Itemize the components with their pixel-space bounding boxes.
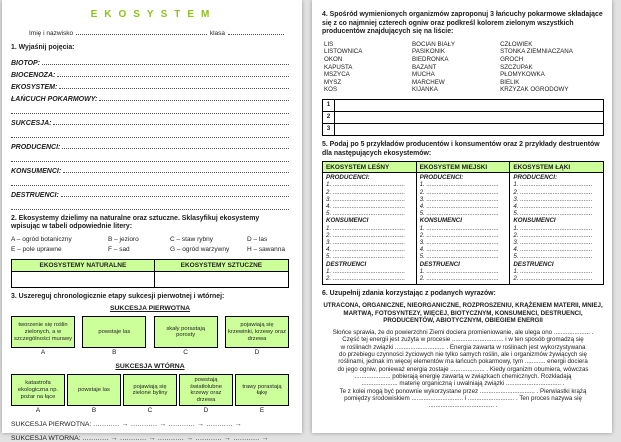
organism-item: MYSZ (324, 78, 342, 86)
question-1-heading: 1. Wyjaśnij pojęcia: (11, 44, 75, 51)
answer-blank-line (11, 200, 289, 210)
answer-blank-line (11, 128, 289, 138)
organism-item: SZCZUPAK (500, 63, 533, 71)
cloze-line: do przebiegu czynności życiowych nie tylko samych roślin, ale i organizmów żywiących się (339, 351, 587, 359)
organism-item: KRZYŻAK OGRODOWY (500, 86, 569, 94)
organism-item: STONKA ZIEMNIACZANA (500, 48, 573, 56)
primary-succession-answer-line (11, 421, 289, 428)
term-label: BIOTOP: (11, 59, 41, 67)
question-2-heading: 2. Ekosystemy dzielimy na naturalne oraz sztuczne. Sklasyfikuj ekosystemy wpisując w tabeli odpowiednie litery: (11, 214, 260, 231)
stage-letter: C (183, 349, 188, 357)
eco-answer-line: 2. .......................................... (513, 274, 593, 282)
stage-box: tworzenie się roślin zielonych, a w szczególności murawy (11, 316, 75, 348)
succession-stage (11, 316, 75, 356)
stage-letter: A (35, 407, 41, 415)
stage-box: powstają światłolubne krzewy oraz drzewa (179, 374, 233, 406)
eco-answer-line: PRODUCENCI: (513, 174, 558, 182)
organism-item: MSZYCA (324, 71, 350, 79)
term-sukcesja (11, 116, 289, 128)
stage-letter: A (40, 349, 46, 357)
name-label: Imię i nazwisko (29, 30, 74, 37)
primary-succession-stages (11, 316, 289, 356)
eco-answer-line: 4. .......................................... (419, 246, 499, 254)
page-right (312, 0, 612, 433)
forest-ecosystem-column (323, 162, 417, 284)
meadow-ecosystem-column (510, 162, 603, 284)
answer-blank-line (11, 152, 289, 162)
organism-item: PASIKONIK (412, 48, 445, 56)
answer-blank (61, 188, 289, 197)
chain-answer-blank (335, 123, 604, 136)
term-konsumenci (11, 164, 289, 176)
class-label: klasa (209, 30, 225, 37)
organism-item: LISTOWNICA (324, 48, 363, 56)
eco-answer-line: 2. .......................................... (513, 188, 593, 196)
eco-answer-line: KONSUMENCI (326, 217, 369, 225)
cloze-line: Część tej energii jest zużyta w procesie .............................. i w ten sposób gromadzą się (342, 336, 584, 344)
term-label: PRODUCENCI: (11, 143, 61, 151)
eco-answer-line: 1. .......................................... (513, 267, 593, 275)
eco-answer-line: 3. .......................................... (419, 238, 499, 246)
stage-letter: D (254, 349, 260, 357)
eco-answer-line: 5. .......................................... (326, 253, 406, 261)
answer-blank (62, 140, 289, 149)
eco-answer-line: 2. .......................................... (326, 188, 406, 196)
eco-answer-line: 1. .......................................... (419, 267, 499, 275)
eco-answer-line: 2. .......................................... (326, 231, 406, 239)
eco-answer-line: 5. .......................................... (326, 210, 406, 218)
eco-answer-line: 4. .......................................... (419, 202, 499, 210)
term-label: BIOCENOZA: (11, 71, 56, 79)
organism-item: MARCHEW (412, 78, 445, 86)
organism-column-3 (500, 41, 604, 94)
eco-answer-line: KONSUMENCI (419, 217, 462, 225)
eco-answer-line: 4. .......................................... (513, 202, 593, 210)
organism-item: KOS (324, 86, 338, 94)
term-biocenoza (11, 68, 289, 80)
chain-number: 2 (322, 111, 335, 124)
column-header: EKOSYSTEM LEŚNY (323, 162, 416, 173)
succession-stage (67, 374, 121, 414)
ecosystem-option: B – jezioro (108, 235, 139, 243)
answer-blank (99, 92, 289, 101)
answer-sequence: ............ → ............ → ............ → ............ → (93, 421, 242, 429)
table-header-natural: EKOSYSTEMY NATURALNE (12, 259, 155, 271)
stage-letter: E (259, 407, 265, 415)
organism-column-2 (412, 41, 500, 94)
eco-answer-line: 1. .......................................... (419, 181, 499, 189)
answer-blank (57, 68, 289, 77)
eco-answer-line: 3. .......................................... (513, 195, 593, 203)
eco-answer-line: 4. .......................................... (326, 246, 406, 254)
eco-answer-line: 3. .......................................... (326, 238, 406, 246)
term-destruenci (11, 188, 289, 200)
eco-answer-line: 5. .......................................... (419, 253, 499, 261)
term-label: ŁAŃCUCH POKARMOWY: (11, 95, 98, 103)
eco-answer-line: PRODUCENCI: (419, 174, 464, 182)
succession-stage (82, 316, 146, 356)
term-label: DESTRUENCI: (11, 191, 59, 199)
eco-answer-line: 1. .......................................... (326, 267, 406, 275)
succession-stage (179, 374, 233, 414)
worksheet-title: EKOSYSTEM (90, 9, 217, 20)
organism-item: KIJANKA (412, 86, 438, 94)
stage-box: trawy porastają łąkę (235, 374, 289, 406)
cloze-line: do jego ogniw, ponieważ energia zostaje .................... . Kiedy organizm obumiera, wówczas (337, 365, 589, 373)
eco-answer-line: 2. .......................................... (326, 274, 406, 282)
eco-answer-line: 1. .......................................... (326, 181, 406, 189)
eco-answer-line: PRODUCENCI: (326, 174, 370, 182)
eco-answer-line: 1. .......................................... (326, 224, 406, 232)
stage-letter: D (203, 407, 209, 415)
name-class-line (11, 27, 289, 37)
chain-number: 3 (322, 123, 335, 136)
answer-blank (42, 56, 289, 65)
secondary-succession-title: SUKCESJA WTÓRNA (115, 363, 185, 371)
eco-answer-line: KONSUMENCI (513, 217, 556, 225)
stage-box: powstaje las (67, 374, 121, 406)
eco-answer-line: 2. .......................................... (513, 231, 593, 239)
column-header: EKOSYSTEM ŁĄKI (510, 162, 603, 173)
answer-sequence: ............ → ............ → ............ → ............ → ............ → (82, 435, 269, 442)
organism-item: BIELIK (500, 78, 520, 86)
stage-box: pojawiają się krzewinki, krzewy oraz drzewa (225, 316, 289, 348)
eco-answer-line: 2. .......................................... (419, 188, 499, 196)
eco-answer-line: 5. .......................................... (513, 253, 593, 261)
organism-item: LIS (324, 40, 334, 48)
succession-stage (235, 374, 289, 414)
organism-item: BAŻANT (412, 63, 437, 71)
stage-letter: B (91, 407, 97, 415)
organism-item: CZŁOWIEK (500, 40, 533, 48)
question-6-heading: 6. Uzupełnij zdania korzystając z podanych wyrazów: (322, 290, 496, 298)
food-chain-table (322, 99, 604, 136)
organism-item: BOCIAN BIAŁY (412, 40, 456, 48)
succession-stage (225, 316, 289, 356)
cloze-line: ...................................... . (428, 402, 498, 410)
term-label: KONSUMENCI: (11, 167, 62, 175)
cloze-line: ..................... materię organiczną i uwalniają związki ................................ . (361, 380, 565, 388)
food-chain-row (322, 123, 604, 136)
succession-stage (154, 316, 218, 356)
cloze-line: roślinami, jednak im więcej elementów ma łańcuch pokarmowy, tym ............ energii dociera (338, 358, 588, 366)
answer-blank-line (11, 176, 289, 186)
question-5-heading: 5. Podaj po 5 przykładów producentów i konsumentów oraz 2 przykłady destruentów dla następujących ekosystemów: (322, 140, 600, 157)
eco-answer-line: 4. .......................................... (326, 202, 406, 210)
ecosystem-options (11, 235, 289, 255)
eco-answer-line: DESTRUENCI (419, 260, 460, 268)
cloze-line: ..................... pobierają energię zawartą w związkach chemicznych. Rozkładają (354, 372, 572, 380)
stage-letter: B (112, 349, 117, 357)
question-3-heading: 3. Uszereguj chronologicznie etapy sukcesji pierwotnej i wtórnej: (11, 292, 225, 300)
term-biotop (11, 56, 289, 68)
eco-answer-line: 1. .......................................... (513, 224, 593, 232)
term-ekosystem (11, 80, 289, 92)
eco-answer-line: 3. .......................................... (513, 238, 593, 246)
answer-cell-artificial (154, 271, 288, 287)
eco-answer-line: DESTRUENCI (513, 260, 554, 268)
word-bank: UTRACONA, ORGANICZNE, NIEORGANICZNE, ROZPROSZENIU, KRĄŻENIEM MATERII, MNIEJ, MARTWĄ, FOTOSYNTEZY, WIĘCEJ, BIOTYCZNYM, KONSUMENCI, DESTRUENCI, PRODUCENTÓW, ABIOTYCZNYM, OBIEGIEM ENERGII (323, 301, 603, 325)
column-header: EKOSYSTEM MIEJSKI (417, 162, 510, 173)
chain-number: 1 (322, 99, 335, 112)
succession-stage (11, 374, 65, 414)
term-label: SUKCESJA: (11, 119, 52, 127)
class-blank (228, 27, 284, 35)
ecosystem-option: D – las (247, 235, 268, 243)
eco-answer-line: 2. .......................................... (419, 231, 499, 239)
answer-blank (63, 164, 289, 173)
ecosystem-option: G – ogród warzywny (170, 245, 230, 253)
term-lancuch-pokarmowy (11, 92, 289, 104)
eco-answer-line: 5. .......................................... (513, 210, 593, 218)
eco-answer-line: DESTRUENCI (326, 260, 367, 268)
ecosystem-option: F – sad (108, 245, 130, 253)
eco-answer-line: 3. .......................................... (419, 195, 499, 203)
eco-answer-line: 1. .......................................... (513, 181, 593, 189)
ecosystem-examples-table (322, 161, 604, 285)
term-label: EKOSYSTEM: (11, 83, 58, 91)
stage-box: skały porastają porosty (154, 316, 218, 348)
stage-box: pojawiają się zielone byliny (123, 374, 177, 406)
secondary-succession-answer-line (11, 435, 289, 442)
stage-box: powstaje las (82, 316, 146, 348)
classification-table (11, 259, 289, 288)
answer-blank (53, 116, 289, 125)
organism-item: KAPUSTA (324, 63, 353, 71)
answer-blank (59, 80, 289, 89)
organism-item: MUCHA (412, 71, 435, 79)
organism-item: OKOŃ (324, 55, 343, 63)
organism-item: PŁOMYKÓWKA (500, 71, 545, 79)
answer-label: SUKCESJA PIERWOTNA: (11, 421, 92, 429)
ecosystem-option: C – staw rybny (170, 235, 213, 243)
answer-cell-natural (12, 271, 155, 287)
answer-label: SUKCESJA WTÓRNA: (11, 435, 81, 442)
ecosystem-option: E – pole uprawne (11, 245, 62, 253)
urban-ecosystem-column (417, 162, 511, 284)
answer-blank-line (11, 104, 289, 114)
stage-letter: C (147, 407, 153, 415)
eco-answer-line: 5. .......................................... (419, 210, 499, 218)
primary-succession-title: SUKCESJA PIERWOTNA (109, 305, 191, 313)
cloze-paragraph (322, 329, 604, 409)
cloze-line: Te z kolei mogą być ponownie wykorzystane przez ................................ . Pierwiastki krążą (339, 387, 587, 395)
table-header-artificial: EKOSYSTEMY SZTUCZNE (154, 259, 288, 271)
organism-item: GROCH (500, 55, 524, 63)
page-left (2, 0, 302, 442)
organism-column-1 (324, 41, 412, 94)
eco-answer-line: 4. .......................................... (513, 246, 593, 254)
ecosystem-option: A – ogród botaniczny (11, 235, 72, 243)
question-4-heading: 4. Spośród wymienionych organizmów zaproponuj 3 łańcuchy pokarmowe składające się z co najmniej czterech ogniw oraz podkreśl kolorem zielonym wszystkich producentów znajdujących się na liście: (322, 11, 603, 36)
eco-answer-line: 1. .......................................... (419, 224, 499, 232)
organism-list (322, 41, 604, 94)
organism-item: BIEDRONKA (412, 55, 449, 63)
cloze-line: Słońce sprawia, że do powierzchni Ziemi dociera promieniowanie, ale ulega ono ..................... . (332, 329, 594, 337)
cloze-line: pomiędzy środowiskiem .............................. i ........................... . Ten proces nazywa się (344, 394, 582, 402)
secondary-succession-stages (11, 374, 289, 414)
term-producenci (11, 140, 289, 152)
eco-answer-line: 3. .......................................... (326, 195, 406, 203)
ecosystem-option: H – sawanna (247, 245, 285, 253)
cloze-line: w roślinach związki ............................. . Energia zawarta w roślinach jest wykorzystywana (340, 343, 586, 351)
name-blank (76, 27, 207, 35)
succession-stage (123, 374, 177, 414)
eco-answer-line: 2. .......................................... (419, 274, 499, 282)
stage-box: katastrofa ekologiczna np. pożar na łące (11, 374, 65, 406)
